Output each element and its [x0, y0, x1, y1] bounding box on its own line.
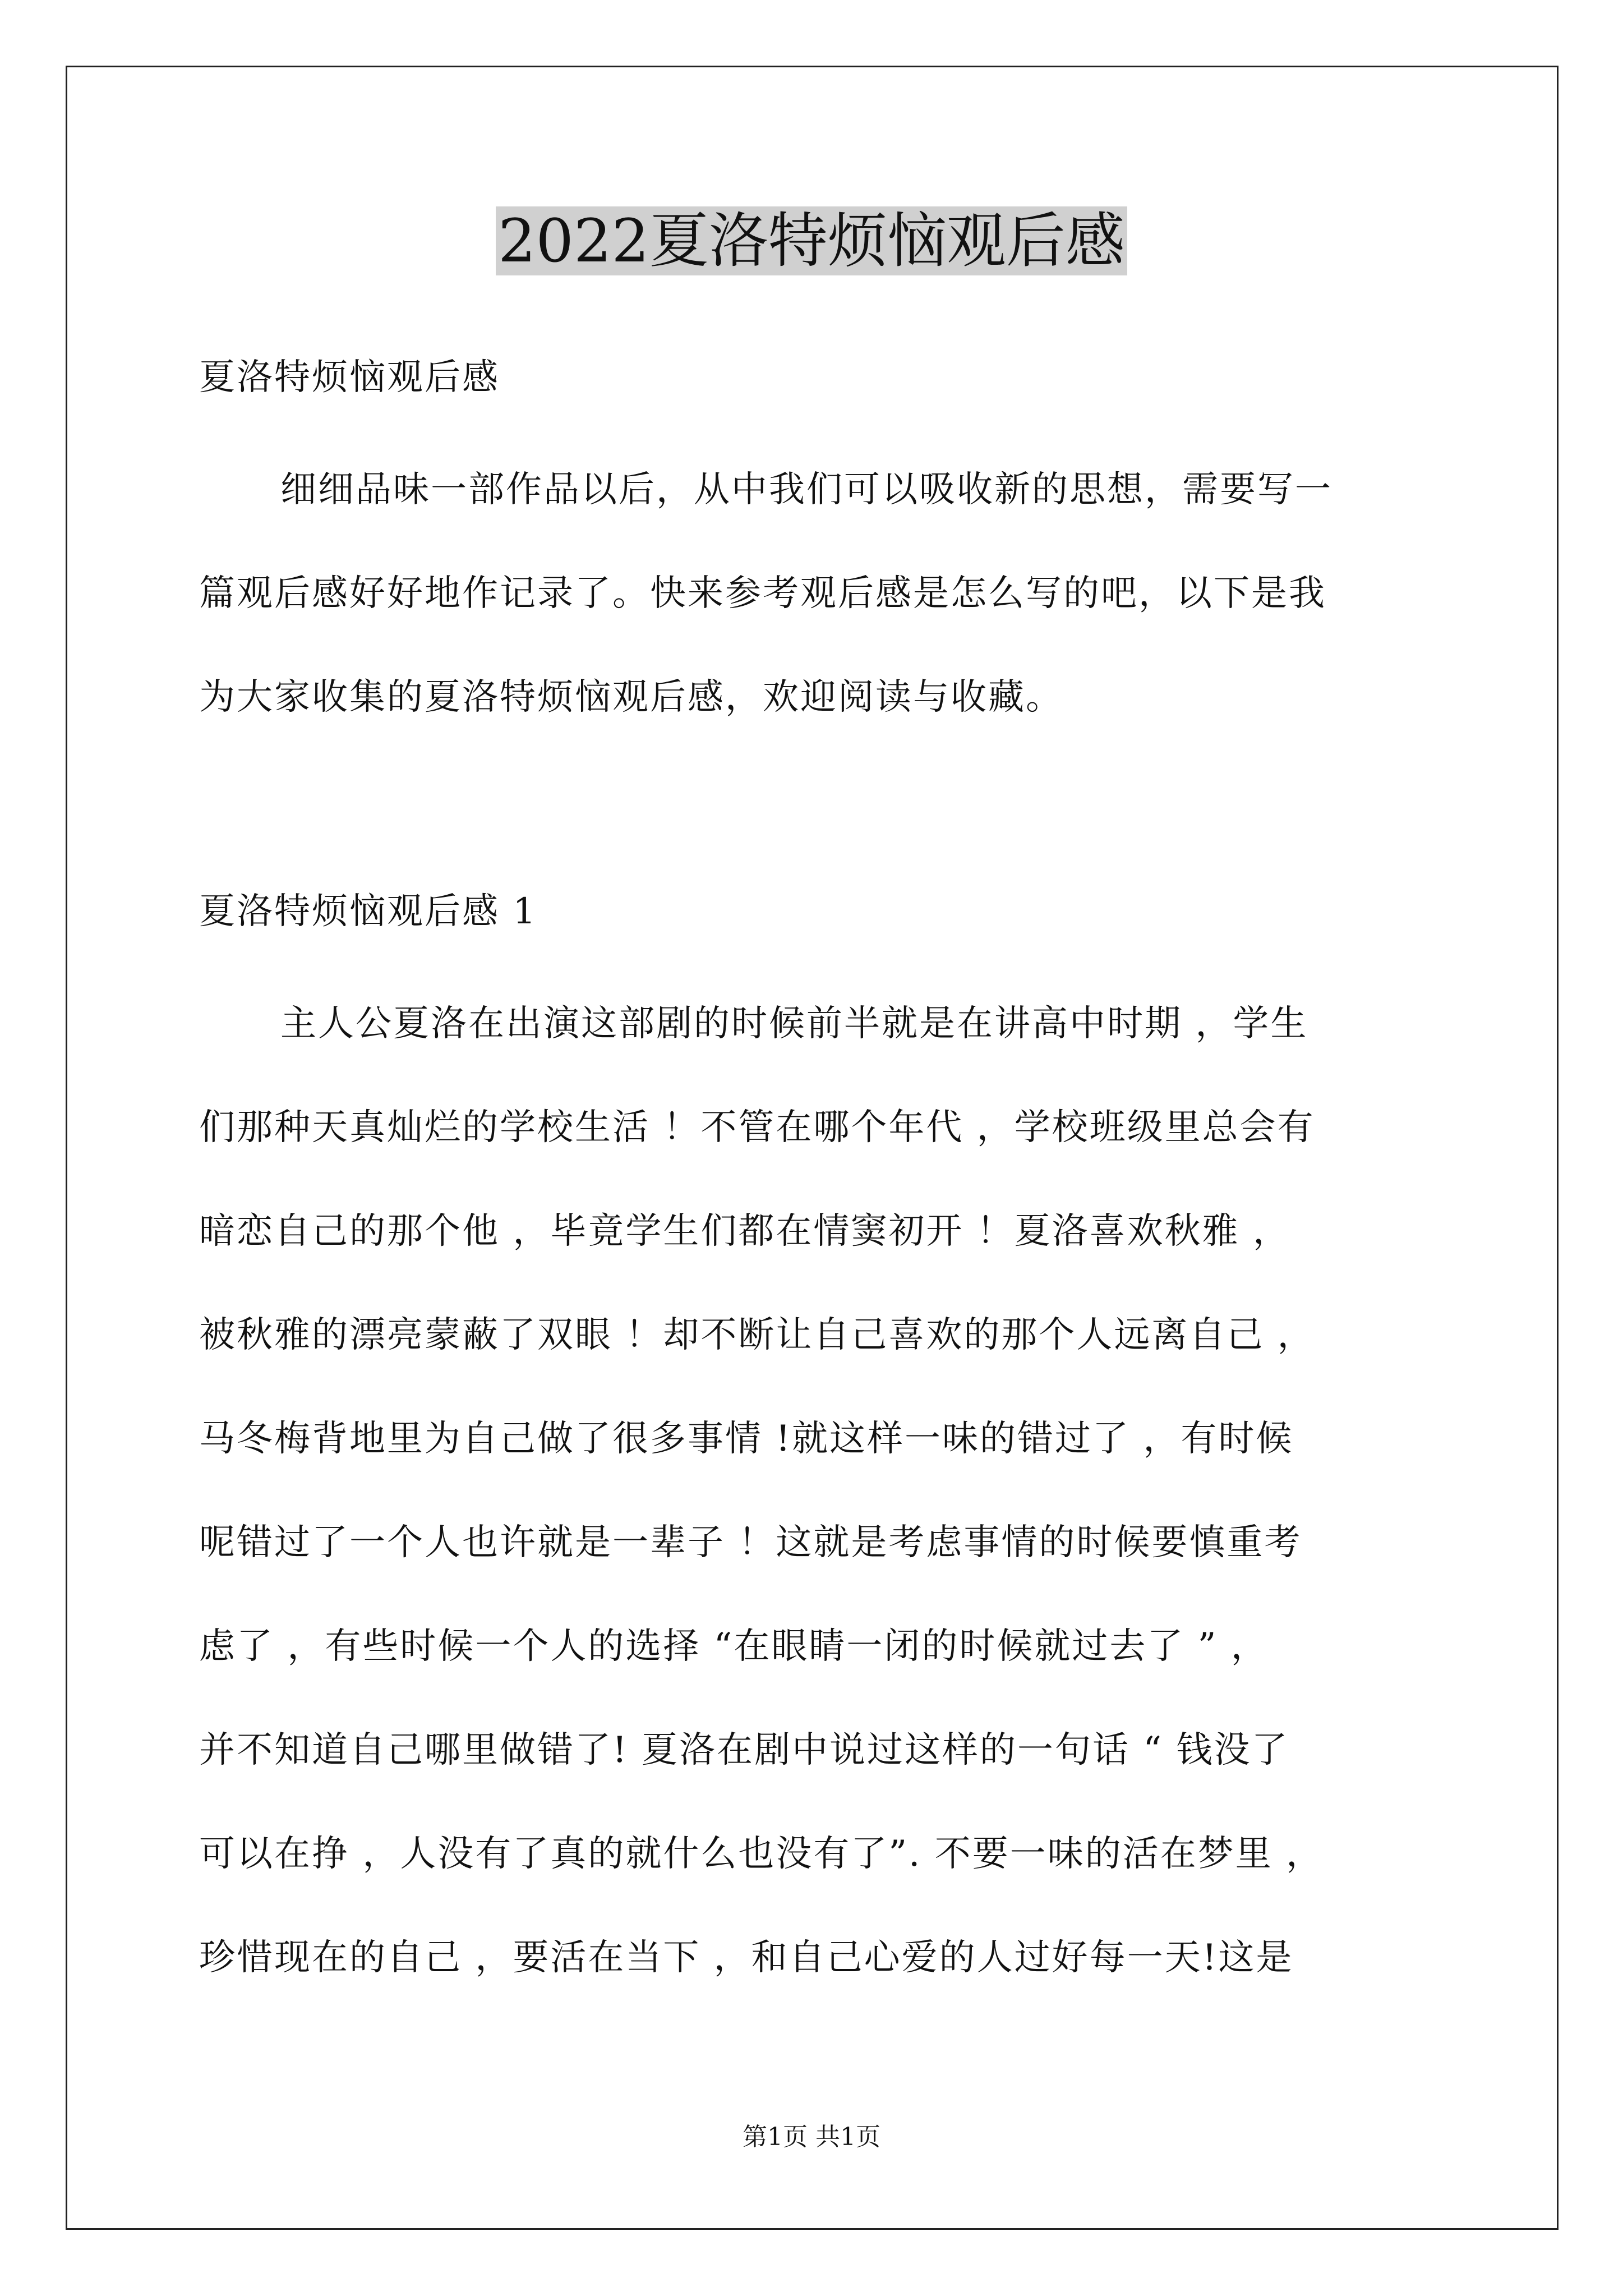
body-line: 并不知道自己哪里做错了! 夏洛在剧中说过这样的一句话 “ 钱没了 — [199, 1729, 1289, 1771]
section-heading: 夏洛特烦恼观后感 1 — [199, 891, 538, 932]
body-line: 可以在挣 ，人没有了真的就什么也没有了”. 不要一味的活在梦里 ， — [199, 1833, 1324, 1875]
intro-line: 篇观后感好好地作记录了。快来参考观后感是怎么写的吧，以下是我 — [199, 573, 1326, 614]
body-line: 虑了 ，有些时候一个人的选择 “在眼睛一闭的时候就过去了 ” ， — [199, 1626, 1269, 1667]
intro-line: 细细品味一部作品以后，从中我们可以吸收新的思想，需要写一 — [280, 469, 1332, 510]
intro-line: 为大家收集的夏洛特烦恼观后感，欢迎阅读与收藏。 — [199, 677, 1063, 718]
body-line: 被秋雅的漂亮蒙蔽了双眼 ！却不断让自己喜欢的那个人远离自己 ， — [199, 1314, 1315, 1356]
body-line: 马冬梅背地里为自己做了很多事情 !就这样一味的错过了 ，有时候 — [199, 1418, 1294, 1460]
body-line: 主人公夏洛在出演这部剧的时候前半就是在讲高中时期 ，学生 — [280, 1003, 1308, 1045]
body-line: 暗恋自己的那个他 ，毕竟学生们都在情窦初开 ！夏洛喜欢秋雅 ， — [199, 1211, 1291, 1252]
body-line: 呢错过了一个人也许就是一辈子 ！这就是考虑事情的时候要慎重考 — [199, 1522, 1302, 1563]
page-footer: 第1页 共1页 — [743, 2123, 880, 2151]
document-title — [0, 199, 1623, 283]
subtitle: 夏洛特烦恼观后感 — [199, 357, 500, 398]
document-title-text: 2022夏洛特烦恼观后感 — [496, 206, 1127, 275]
body-line: 们那种天真灿烂的学校生活 ！不管在哪个年代 ，学校班级里总会有 — [199, 1107, 1315, 1148]
body-line: 珍惜现在的自己 ，要活在当下 ，和自己心爱的人过好每一天!这是 — [199, 1937, 1294, 1978]
